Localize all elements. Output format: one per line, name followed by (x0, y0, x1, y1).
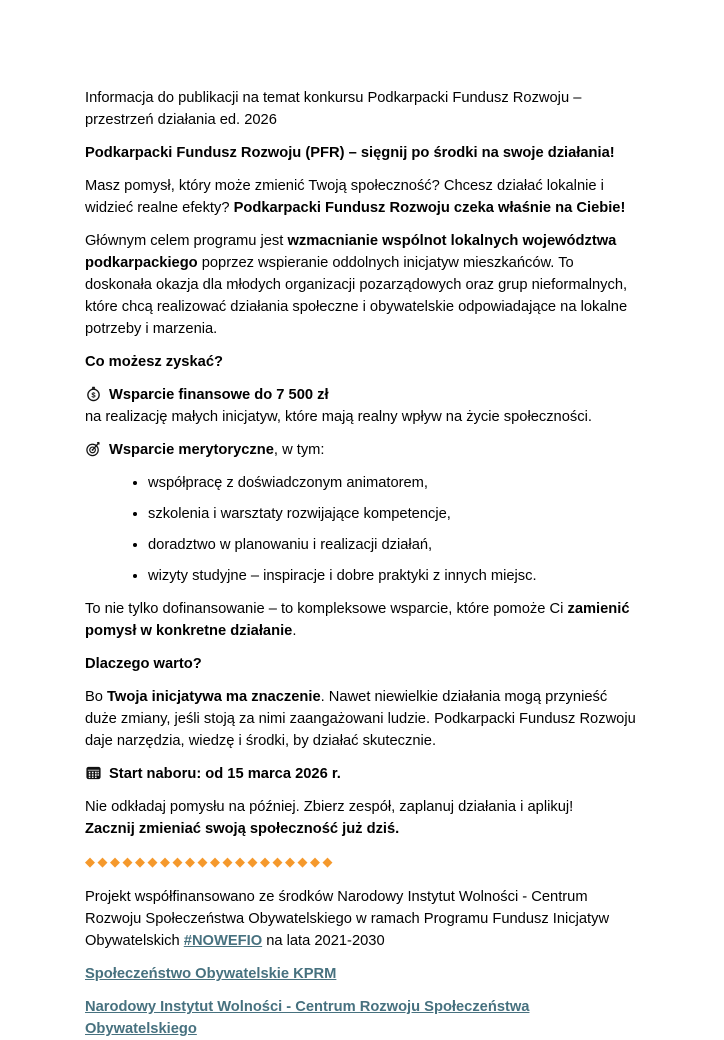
why-bold-text: Twoja inicjatywa ma znaczenie (107, 689, 321, 705)
benefit-item: • współpracę z doświadczonym animatorem, (148, 472, 640, 494)
complete-text-2: . (292, 623, 297, 639)
svg-text:$: $ (91, 390, 96, 400)
cta-paragraph (85, 796, 640, 840)
niw-link[interactable]: Narodowy Instytut Wolności - Centrum Rozwoju Społeczeństwa Obywatelskiego (85, 999, 530, 1037)
goal-paragraph (85, 230, 640, 340)
goal-text-2: poprzez wspieranie oddolnych inicjatyw mieszkańców. To doskonała okazja dla młodych organizacji pozarządowych oraz grup nieformalnych, które chcą realizować działania społeczne i obywatelskie odpowiadające na lokalne potrzeby i marzenia. (85, 255, 628, 337)
goal-text-1: Głównym celem programu jest (85, 233, 288, 249)
complete-support-paragraph (85, 598, 640, 642)
headline: Podkarpacki Fundusz Rozwoju (PFR) – sięgnij po środki na swoje działania! (85, 145, 615, 161)
gain-heading: Co możesz zyskać? (85, 354, 223, 370)
hook-bold-text: Podkarpacki Fundusz Rozwoju czeka właśnie na Ciebie! (233, 200, 626, 216)
start-heading: Start naboru: od 15 marca 2026 r. (109, 766, 341, 782)
complete-text-1: To nie tylko dofinansowanie – to kompleksowe wsparcie, które pomoże Ci (85, 601, 568, 617)
kprm-link[interactable]: Społeczeństwo Obywatelskie KPRM (85, 966, 337, 982)
mentoring-suffix: , w tym: (273, 442, 325, 458)
start-block (85, 763, 640, 785)
funding-text-1: Projekt współfinansowano ze środków Narodowy Instytut Wolności - Centrum Rozwoju Społeczeństwa Obywatelskiego w ramach Programu Fundusz Inicjatyw Obywatelskich (85, 889, 610, 949)
finance-block (85, 384, 640, 428)
hook-paragraph (85, 175, 640, 219)
why-text-1: Bo (85, 689, 108, 705)
orange-diamond-row: ◆◆◆◆◆◆◆◆◆◆◆◆◆◆◆◆◆◆◆◆ (85, 854, 335, 869)
cta-bold-text: Zacznij zmieniać swoją społeczność już dziś. (85, 821, 400, 837)
funding-text-2: na lata 2021-2030 (262, 933, 385, 949)
target-icon (85, 440, 102, 457)
why-paragraph (85, 686, 640, 752)
cta-text: Nie odkładaj pomysłu na później. Zbierz zespół, zaplanuj działania i aplikuj! (85, 799, 574, 815)
benefit-item: • wizyty studyjne – inspiracje i dobre praktyki z innych miejsc. (148, 565, 640, 587)
niw-link-line (85, 996, 640, 1040)
why-text-2: . Nawet niewielkie działania mogą przynieść duże zmiany, jeśli stoją za nimi zaangażowani ludzie. Podkarpacki Fundusz Rozwoju daje narzędzia, wiedzę i środki, by działać skutecznie. (85, 689, 636, 749)
calendar-icon (85, 764, 102, 781)
benefit-item: • doradztwo w planowaniu i realizacji działań, (148, 534, 640, 556)
finance-body: na realizację małych inicjatyw, które mają realny wpływ na życie społeczności. (85, 409, 592, 425)
benefit-item: • szkolenia i warsztaty rozwijające kompetencje, (148, 503, 640, 525)
diamond-separator (85, 851, 640, 873)
finance-heading: Wsparcie finansowe do 7 500 zł (109, 387, 329, 403)
benefits-list (85, 472, 640, 587)
nowefio-link[interactable]: #NOWEFIO (183, 933, 263, 949)
hook-text: Masz pomysł, który może zmienić Twoją społeczność? Chcesz działać lokalnie i widzieć realne efekty? (85, 178, 604, 216)
funding-paragraph (85, 886, 640, 952)
mentoring-heading: Wsparcie merytoryczne (109, 442, 274, 458)
intro-paragraph: Informacja do publikacji na temat konkursu Podkarpacki Fundusz Rozwoju – przestrzeń działania ed. 2026 (85, 90, 582, 128)
kprm-link-line (85, 963, 640, 985)
mentoring-block (85, 439, 640, 461)
why-heading: Dlaczego warto? (85, 656, 202, 672)
goal-bold-text: wzmacnianie wspólnot lokalnych województwa podkarpackiego (85, 233, 617, 271)
complete-bold-text: zamienić pomysł w konkretne działanie (85, 601, 630, 639)
money-coin-icon (85, 385, 102, 402)
